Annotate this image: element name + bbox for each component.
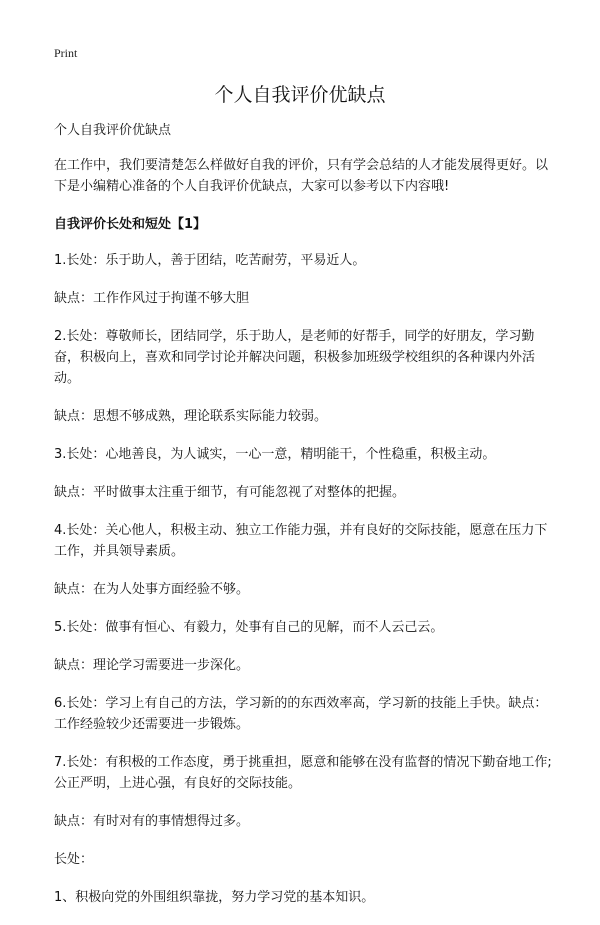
paragraph: 1、积极向党的外围组织靠拢，努力学习党的基本知识。 bbox=[54, 890, 375, 905]
paragraph: 缺点：工作作风过于拘谨不够大胆 bbox=[54, 291, 250, 306]
paragraph: 2.长处：尊敬师长，团结同学，乐于助人，是老师的好帮手，同学的好朋友，学习勤奋，积极向上，喜欢和同学讨论并解决问题，积极参加班级学校组织的各种课内外活动。 bbox=[54, 329, 536, 386]
paragraph: 1.长处：乐于助人，善于团结，吃苦耐劳，平易近人。 bbox=[54, 253, 366, 268]
paragraph: 6.长处：学习上有自己的方法，学习新的的东西效率高，学习新的技能上手快。缺点：工作经验较少还需要进一步锻炼。 bbox=[54, 696, 548, 732]
paragraph: 长处： bbox=[54, 852, 94, 867]
paragraph: 3.长处：心地善良，为人诚实，一心一意，精明能干，个性稳重，积极主动。 bbox=[54, 447, 496, 462]
paragraph: 缺点：在为人处事方面经验不够。 bbox=[54, 582, 250, 597]
paragraph: 5.长处：做事有恒心、有毅力，处事有自己的见解，而不人云己云。 bbox=[54, 620, 444, 635]
page-title: 个人自我评价优缺点 bbox=[214, 84, 386, 106]
paragraph: 缺点：平时做事太注重于细节，有可能忽视了对整体的把握。 bbox=[54, 485, 406, 500]
paragraph: 7.长处：有积极的工作态度，勇于挑重担，愿意和能够在没有监督的情况下勤奋地工作;公正严明，上进心强，有良好的交际技能。 bbox=[54, 755, 552, 791]
section-heading: 自我评价长处和短处【1】 bbox=[54, 217, 207, 232]
paragraph: 缺点：理论学习需要进一步深化。 bbox=[54, 658, 250, 673]
print-label: Print bbox=[54, 46, 78, 60]
paragraph: 4.长处：关心他人，积极主动、独立工作能力强，并有良好的交际技能，愿意在压力下工作，并具领导素质。 bbox=[54, 523, 548, 559]
document-subtitle: 个人自我评价优缺点 bbox=[54, 123, 172, 138]
intro-paragraph: 在工作中，我们要清楚怎么样做好自我的评价，只有学会总结的人才能发展得更好。以下是小编精心准备的个人自我评价优缺点，大家可以参考以下内容哦! bbox=[54, 158, 549, 194]
paragraph: 缺点：思想不够成熟，理论联系实际能力较弱。 bbox=[54, 409, 328, 424]
document-body bbox=[54, 120, 554, 925]
paragraph: 缺点：有时对有的事情想得过多。 bbox=[54, 814, 250, 829]
